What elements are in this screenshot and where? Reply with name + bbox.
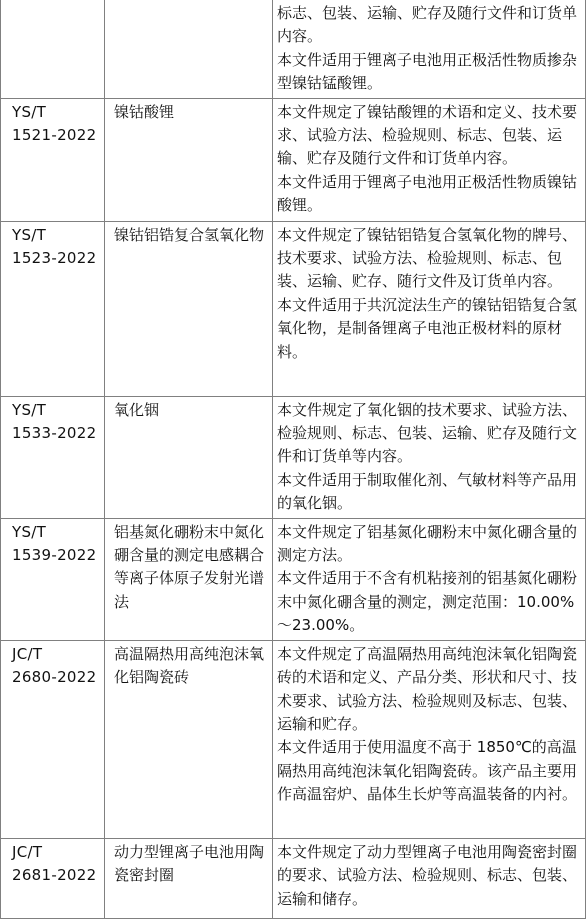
standard-code-number: 2680-2022 (12, 668, 97, 687)
standard-name-cell (105, 0, 273, 98)
table-row (1, 640, 586, 838)
description-scope: 本文件规定了氧化铟的技术要求、试验方法、检验规则、标志、包装、运输、贮存及随行文件和订货单等内容。 (277, 400, 578, 466)
table-row (1, 98, 586, 221)
table-row (1, 221, 586, 396)
description-scope: 本文件规定了镍钴酸锂的术语和定义、技术要求、试验方法、检验规则、标志、包装、运输、贮存及随行文件和订货单内容。 (277, 102, 578, 168)
standard-description-cell (273, 98, 586, 221)
standard-code-cell (1, 98, 105, 221)
description-applicability: 本文件适用于使用温度不高于 1850℃的高温隔热用高纯泡沫氧化铝陶瓷砖。该产品主要用作高温窑炉、晶体生长炉等高温装备的内衬。 (277, 738, 578, 804)
standard-code-cell (1, 221, 105, 396)
standard-name: 镍钴酸锂 (114, 102, 175, 121)
standard-code-cell (1, 0, 105, 98)
standard-name-cell (105, 640, 273, 838)
standard-code-prefix: YS/T (12, 522, 47, 541)
standard-code-cell (1, 518, 105, 640)
standard-description-cell (273, 838, 586, 918)
standard-description-cell (273, 0, 586, 98)
standard-code-cell (1, 838, 105, 918)
description-applicability: 本文件适用于锂离子电池用正极活性物质掺杂型镍钴锰酸锂。 (277, 50, 578, 93)
standard-description-cell (273, 518, 586, 640)
description-applicability: 本文件适用于不含有机粘接剂的铝基氮化硼粉末中氮化硼含量的测定，测定范围：10.00%～23.00%。 (277, 569, 578, 635)
standard-code-cell (1, 396, 105, 518)
standard-code-number: 1523-2022 (12, 249, 97, 268)
table-row (1, 396, 586, 518)
standard-code-number: 1539-2022 (12, 546, 97, 565)
standard-name: 动力型锂离子电池用陶瓷密封圈 (114, 842, 265, 885)
description-applicability: 本文件适用于共沉淀法生产的镍钴铝锆复合氢氧化物，是制备锂离子电池正极材料的原材料。 (277, 295, 578, 361)
standard-name-cell (105, 396, 273, 518)
table-row (1, 0, 586, 98)
standard-code-cell (1, 640, 105, 838)
standard-code-number: 1533-2022 (12, 424, 97, 443)
table-row (1, 518, 586, 640)
standard-code-prefix: YS/T (12, 102, 47, 121)
description-scope: 本文件规定了高温隔热用高纯泡沫氧化铝陶瓷砖的术语和定义、产品分类、形状和尺寸、技术要求、试验方法、检验规则及标志、包装、运输和贮存。 (277, 644, 578, 733)
description-scope: 标志、包装、运输、贮存及随行文件和订货单内容。 (277, 4, 578, 46)
standard-name: 氧化铟 (114, 400, 160, 419)
standard-code-number: 1521-2022 (12, 126, 97, 145)
standard-name: 镍钴铝锆复合氢氧化物 (114, 225, 265, 244)
standard-description-cell (273, 640, 586, 838)
description-scope: 本文件规定了镍钴铝锆复合氢氧化物的牌号、技术要求、试验方法、检验规则、标志、包装、运输、贮存、随行文件及订货单内容。 (277, 225, 578, 291)
standard-name-cell (105, 98, 273, 221)
description-scope: 本文件规定了动力型锂离子电池用陶瓷密封圈的要求、试验方法、检验规则、标志、包装、运输和储存。 (277, 842, 578, 908)
standard-code-number: 2681-2022 (12, 866, 97, 885)
description-applicability: 本文件适用于锂离子电池用正极活性物质镍钴酸锂。 (277, 172, 578, 215)
standard-code-prefix: JC/T (12, 842, 43, 861)
standard-code-prefix: YS/T (12, 400, 47, 419)
standard-description-cell (273, 221, 586, 396)
standard-name: 高温隔热用高纯泡沫氧化铝陶瓷砖 (114, 644, 265, 687)
description-scope: 本文件规定了铝基氮化硼粉末中氮化硼含量的测定方法。 (277, 522, 578, 565)
description-applicability: 本文件适用于制取催化剂、气敏材料等产品用的氧化铟。 (277, 470, 578, 513)
standard-name-cell (105, 518, 273, 640)
standard-name-cell (105, 838, 273, 918)
standard-name-cell (105, 221, 273, 396)
standard-code-prefix: YS/T (12, 225, 47, 244)
standard-code-prefix: JC/T (12, 644, 43, 663)
standard-description-cell (273, 396, 586, 518)
standard-name: 铝基氮化硼粉末中氮化硼含量的测定电感耦合等离子体原子发射光谱法 (114, 522, 265, 611)
table-row (1, 838, 586, 918)
